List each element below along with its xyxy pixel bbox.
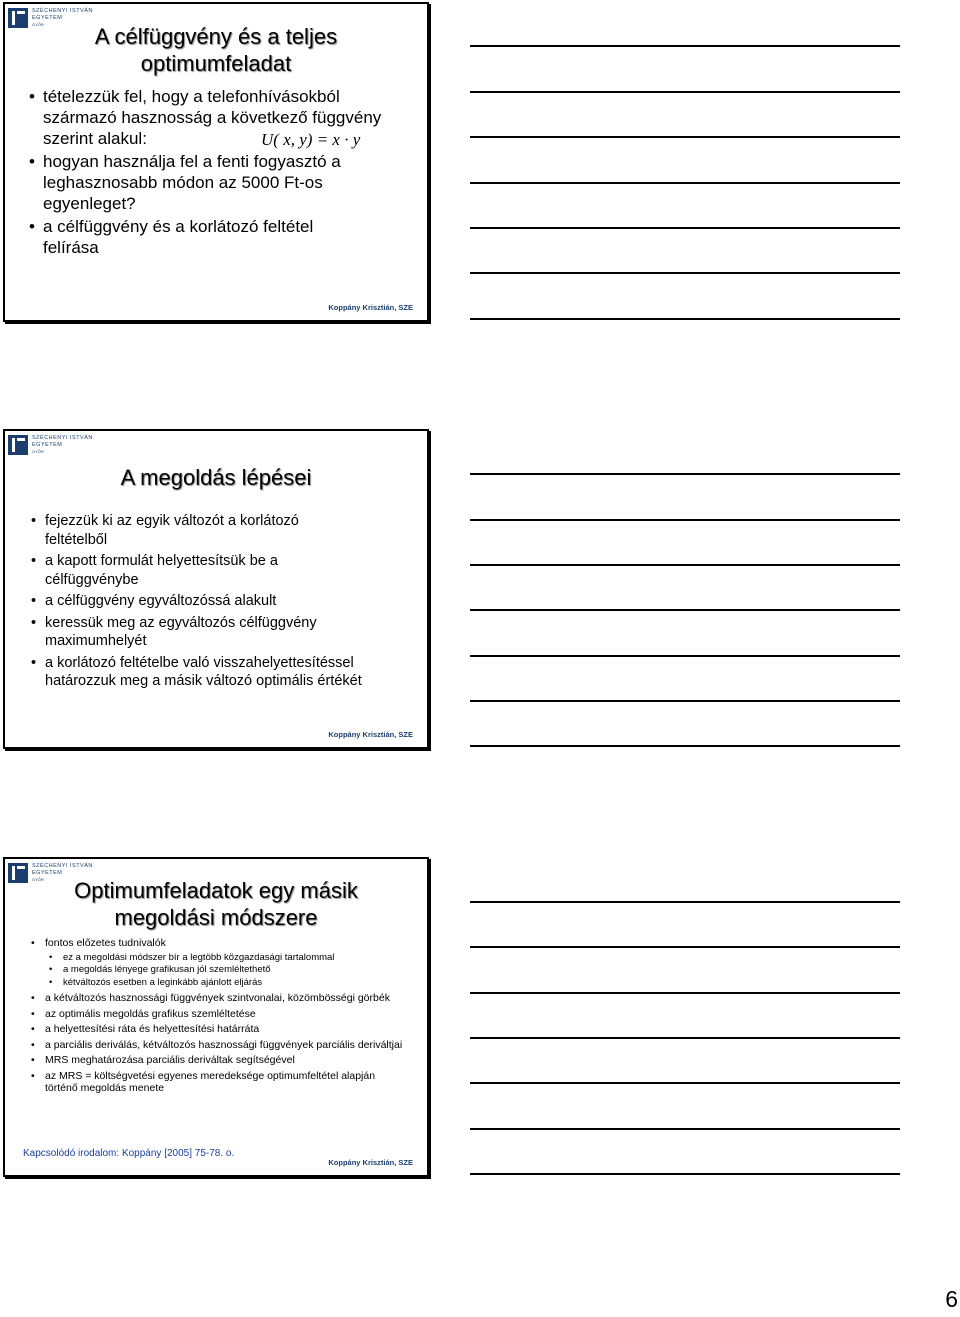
slide-1-bullets (25, 86, 395, 258)
note-line (470, 655, 900, 657)
slide-3-title: Optimumfeladatok egy másik megoldási módszere (74, 878, 358, 930)
slide-2 (3, 429, 429, 749)
note-line (470, 901, 900, 903)
bullet: • a korlátozó feltételbe való visszahelyettesítéssel határozzuk meg a másik változó optimális értékét (27, 654, 397, 691)
note-line (470, 1037, 900, 1039)
bullet: • a célfüggvény egyváltozóssá alakult (27, 592, 397, 611)
bullet: • tételezzük fel, hogy a telefonhívásokból származó hasznosság a következő függvény szerint alakul: (25, 86, 395, 149)
bullet: • MRS meghatározása parciális deriváltak segítségével (27, 1054, 407, 1067)
logo-icon (8, 435, 28, 455)
bullet: • az optimális megoldás grafikus szemléltetése (27, 1008, 407, 1021)
bullet: • a helyettesítési ráta és helyettesítési határráta (27, 1023, 407, 1036)
slide-3-bullets (27, 937, 407, 1095)
logo-text-3: GYŐR (32, 877, 44, 882)
bullet: • a kapott formulát helyettesítsük be a célfüggvénybe (27, 552, 397, 589)
note-line (470, 318, 900, 320)
university-logo (8, 434, 93, 456)
note-line (470, 1128, 900, 1130)
note-line (470, 91, 900, 93)
slide-3-author: Koppány Krisztián, SZE (328, 1158, 413, 1167)
logo-text-1: SZÉCHENYI ISTVÁN (32, 435, 93, 441)
note-line (470, 272, 900, 274)
sub-bullet: • ez a megoldási módszer bír a legtöbb közgazdasági tartalommal (45, 952, 407, 965)
logo-text-2: EGYETEM (32, 870, 63, 876)
note-line (470, 473, 900, 475)
bullet: • a kétváltozós hasznossági függvények szintvonalai, közömbösségi görbék (27, 992, 407, 1005)
note-line (470, 564, 900, 566)
logo-text-1: SZÉCHENYI ISTVÁN (32, 863, 93, 869)
slide-2-title: A megoldás lépései (120, 465, 312, 490)
bullet: • az MRS = költségvetési egyenes meredeksége optimumfeltétel alapján történő megoldás menete (27, 1070, 407, 1095)
note-line (470, 227, 900, 229)
sub-bullets (45, 952, 407, 990)
note-line (470, 745, 900, 747)
bullet: • fejezzük ki az egyik változót a korlátozó feltételből (27, 512, 397, 549)
sub-bullet: • a megoldás lényege grafikusan jól szemléltethető (45, 964, 407, 977)
sub-bullet: • kétváltozós esetben a leginkább ajánlott eljárás (45, 977, 407, 990)
note-line (470, 519, 900, 521)
bullet: • keressük meg az egyváltozós célfüggvény maximumhelyét (27, 614, 397, 651)
reference-text: Kapcsolódó irodalom: Koppány [2005] 75-78. o. (23, 1148, 235, 1159)
bullet: • a célfüggvény és a korlátozó feltétel felírása (25, 216, 395, 258)
bullet: • hogyan használja fel a fenti fogyasztó a leghasznosabb módon az 5000 Ft-os egyenleget? (25, 151, 395, 214)
note-line (470, 1173, 900, 1175)
note-line (470, 609, 900, 611)
slide-2-author: Koppány Krisztián, SZE (328, 730, 413, 739)
logo-text-3: GYŐR (32, 449, 44, 454)
logo-text-2: EGYETEM (32, 15, 63, 21)
note-line (470, 1082, 900, 1084)
slide-3 (3, 857, 429, 1177)
slide-1 (3, 2, 429, 322)
note-line (470, 992, 900, 994)
note-line (470, 45, 900, 47)
slide-2-bullets (27, 512, 397, 691)
logo-text-3: GYŐR (32, 22, 44, 27)
page-number: 6 (945, 1286, 958, 1312)
logo-text-1: SZÉCHENYI ISTVÁN (32, 8, 93, 14)
bullet: • fontos előzetes tudnivalók • ez a megoldási módszer bír a legtöbb közgazdasági tartalommal • a megoldás lényege grafikusan jól szemléltethető • kétváltozós esetben a leginkább ajánlott eljárás (27, 937, 407, 989)
bullet: • a parciális deriválás, kétváltozós hasznossági függvények parciális deriváltjai (27, 1039, 407, 1052)
logo-text-2: EGYETEM (32, 442, 63, 448)
note-line (470, 946, 900, 948)
note-line (470, 182, 900, 184)
note-line (470, 136, 900, 138)
note-line (470, 700, 900, 702)
utility-formula: U( x, y) = x · y (261, 130, 361, 149)
slide-1-title: A célfüggvény és a teljes optimumfeladat (94, 24, 338, 76)
slide-1-author: Koppány Krisztián, SZE (328, 303, 413, 312)
